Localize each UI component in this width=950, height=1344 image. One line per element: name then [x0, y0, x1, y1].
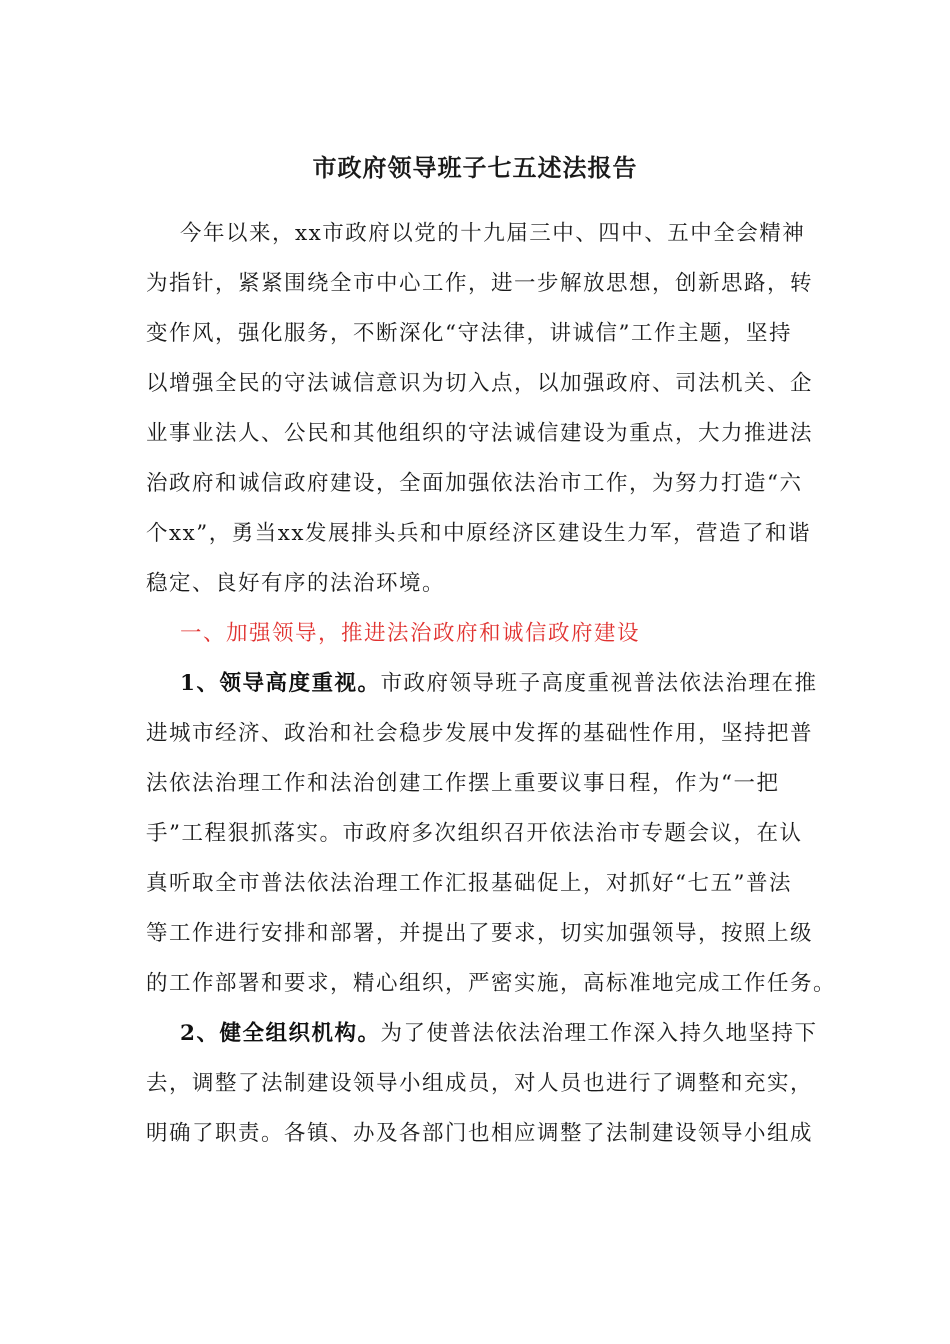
item-first-line: [180, 666, 817, 702]
paragraph-line: 法依法治理工作和法治创建工作摆上重要议事日程，作为“一把: [146, 771, 780, 796]
paragraph-line: 个xx”，勇当xx发展排头兵和中原经济区建设生力军，营造了和谐: [146, 521, 811, 546]
paragraph-line: 去，调整了法制建设领导小组成员，对人员也进行了调整和充实，: [146, 1071, 814, 1096]
paragraph-line: 等工作进行安排和部署，并提出了要求，切实加强领导，按照上级: [146, 921, 814, 946]
paragraph-line: 以增强全民的守法诚信意识为切入点，以加强政府、司法机关、企: [146, 371, 814, 396]
paragraph-line: 治政府和诚信政府建设，全面加强依法治市工作，为努力打造“六: [146, 471, 803, 496]
paragraph-line: 稳定、良好有序的法治环境。: [146, 571, 446, 596]
paragraph-line: 进城市经济、政治和社会稳步发展中发挥的基础性作用，坚持把普: [146, 721, 814, 746]
paragraph-line: 为指针，紧紧围绕全市中心工作，进一步解放思想，创新思路，转: [146, 271, 814, 296]
paragraph-line: 真听取全市普法依法治理工作汇报基础促上，对抓好“七五”普法: [146, 871, 792, 896]
item-lead: 1、领导高度重视。: [180, 671, 381, 696]
paragraph-line: 变作风，强化服务，不断深化“守法律，讲诚信”工作主题，坚持: [146, 321, 792, 346]
document-title: 市政府领导班子七五述法报告: [312, 153, 638, 182]
section-heading: 一、加强领导，推进法治政府和诚信政府建设: [180, 621, 641, 646]
paragraph-line: 今年以来，xx市政府以党的十九届三中、四中、五中全会精神: [180, 221, 806, 246]
paragraph-line: 的工作部署和要求，精心组织，严密实施，高标准地完成工作任务。: [146, 971, 837, 996]
paragraph-line: 手”工程狠抓落实。市政府多次组织召开依法治市专题会议，在认: [146, 821, 803, 846]
item-lead: 2、健全组织机构。: [180, 1021, 381, 1046]
item-first-line: [180, 1016, 817, 1052]
paragraph-line: 业事业法人、公民和其他组织的守法诚信建设为重点，大力推进法: [146, 421, 814, 446]
paragraph-line: 明确了职责。各镇、办及各部门也相应调整了法制建设领导小组成: [146, 1121, 814, 1146]
item-text: 市政府领导班子高度重视普法依法治理在推: [380, 671, 818, 696]
item-text: 为了使普法依法治理工作深入持久地坚持下: [380, 1021, 818, 1046]
